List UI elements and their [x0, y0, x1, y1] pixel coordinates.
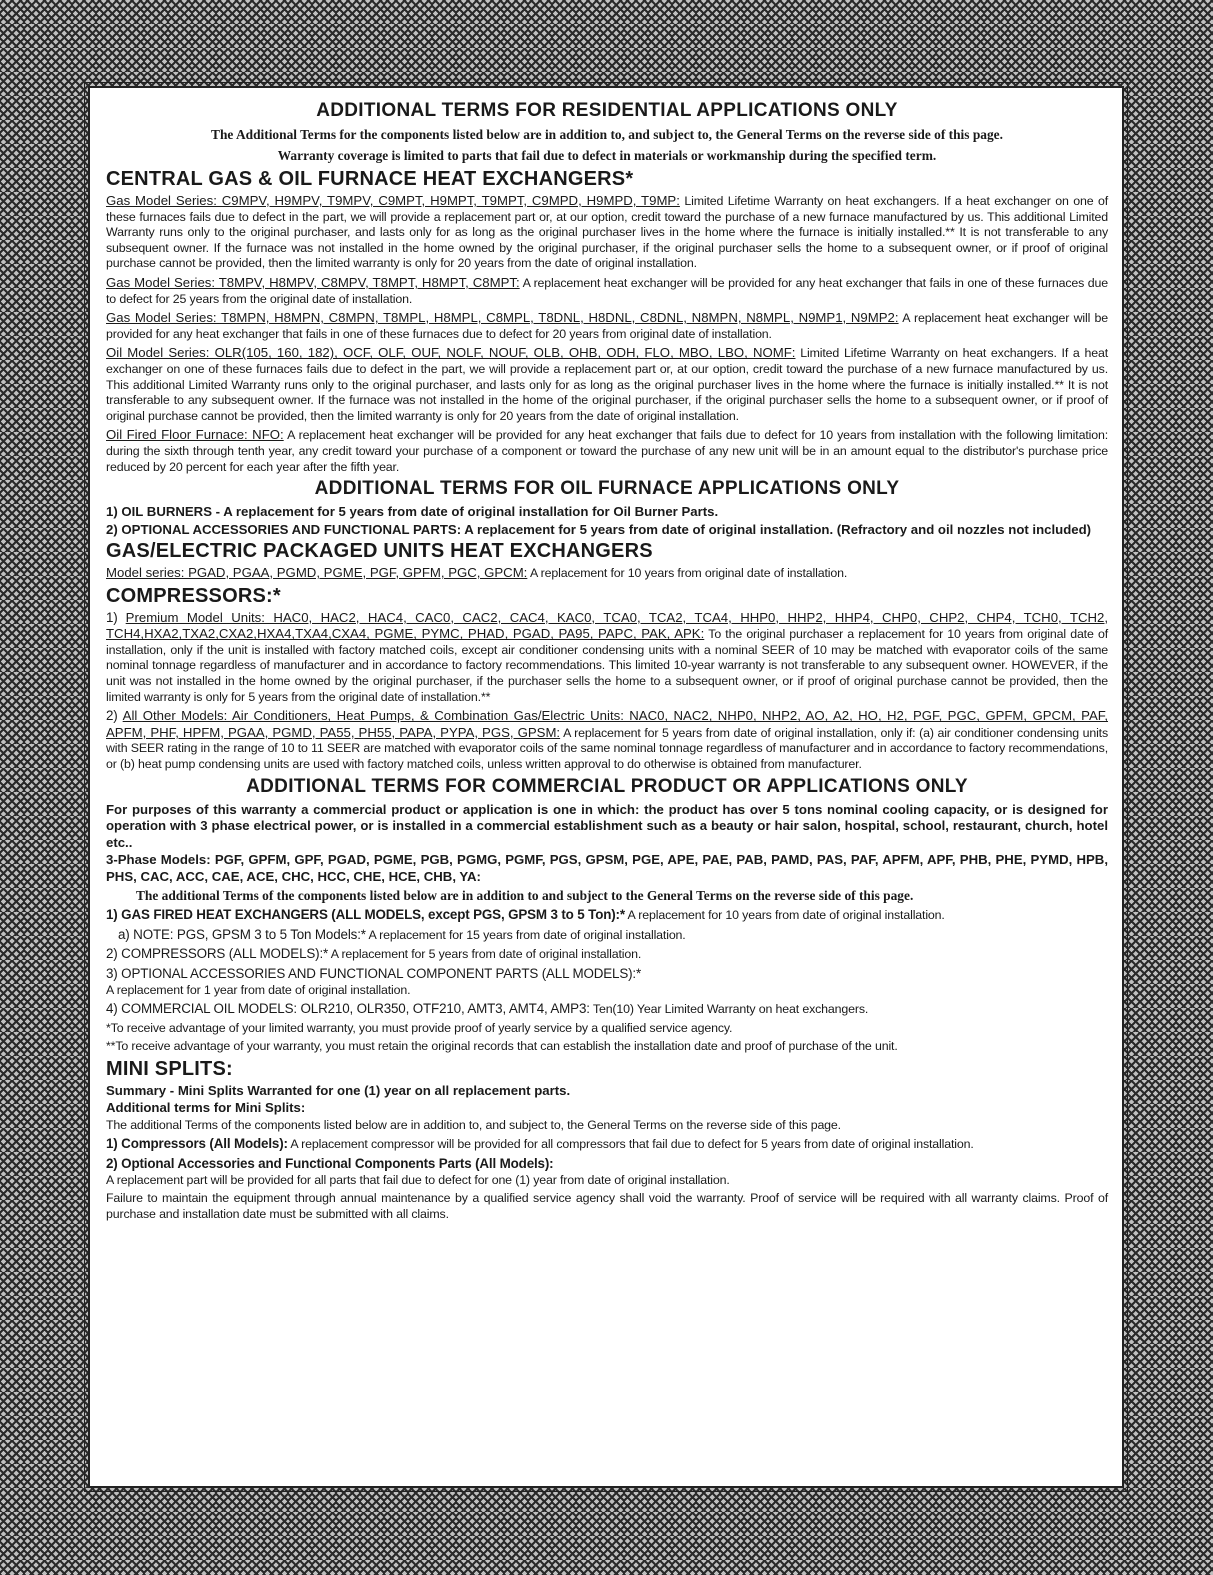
commercial-item-3 — [106, 966, 1108, 998]
furnace-paragraph-2 — [106, 275, 1108, 307]
model-series-label: Premium Model Units: HAC0, HAC2, HAC4, CAC0, CAC2, CAC4, KAC0, TCA0, TCA2, TCA4, HHP0, HHP2, HHP4, CHP0, CHP2, CHP4, TCH0, TCH2, TCH4,HXA2,TXA2,CXA2,HXA4,TXA4,CXA4, PGME, PYMC, PHAD, PGAD, PA95, PAPC, PAK, APK: — [106, 609, 1108, 642]
item-text: A replacement for 10 years from date of original installation. — [627, 908, 945, 923]
commercial-item-4 — [106, 1001, 1108, 1018]
item-label: 1) GAS FIRED HEAT EXCHANGERS (ALL MODELS, except PGS, GPSM 3 to 5 Ton):* — [106, 907, 625, 923]
paragraph-text: A replacement heat exchanger will be provided for any heat exchanger that fails in one of these furnaces due to defect for 25 years from the original date of installation. — [106, 275, 1108, 306]
mini-splits-heading: MINI SPLITS: — [106, 1057, 233, 1080]
furnace-paragraph-5 — [106, 427, 1108, 475]
oil-item-1: 1) OIL BURNERS - A replacement for 5 years from date of original installation for Oil Burner Parts. — [106, 504, 719, 520]
model-series-label: Gas Model Series: C9MPV, H9MPV, T9MPV, C9MPT, H9MPT, T9MPT, C9MPD, H9MPD, T9MP: — [106, 193, 680, 208]
paragraph-text: A replacement heat exchanger will be provided for any heat exchanger that fails due to defect for 10 years from installation with the following limitation: during the sixth through tenth year, any credit toward your purchase of a component or toward the purchase of any new unit will be in an amount equal to the distributor's purchase price reduced by 20 percent for each year after the fifth year. — [106, 428, 1108, 474]
mini-splits-additional-terms: Additional terms for Mini Splits: — [106, 1100, 306, 1116]
mini-item-2 — [106, 1156, 1108, 1188]
compressor-paragraph-1 — [106, 610, 1108, 706]
item-label: 3) OPTIONAL ACCESSORIES AND FUNCTIONAL COMPONENT PARTS (ALL MODELS):* — [106, 965, 642, 981]
paragraph-text: A replacement for 10 years from original date of installation. — [529, 566, 848, 581]
item-text: Ten(10) Year Limited Warranty on heat exchangers. — [592, 1002, 869, 1017]
model-series-label: Oil Model Series: OLR(105, 160, 182), OCF, OLF, OUF, NOLF, NOUF, OLB, OHB, ODH, FLO, MBO, LBO, NOMF: — [106, 345, 796, 361]
model-series-label: Gas Model Series: T8MPN, H8MPN, C8MPN, T8MPL, H8MPL, C8MPL, T8DNL, H8DNL, C8DNL, N8MPN, N8MPL, N9MP1, N9MP2: — [106, 310, 899, 326]
mini-closing: Failure to maintain the equipment through annual maintenance by a qualified service agency shall void the warranty. Proof of service will be required with all warranty claims. Proof of purchase and installation date must be submitted with all claims. — [106, 1191, 1108, 1221]
commercial-title: ADDITIONAL TERMS FOR COMMERCIAL PRODUCT OR APPLICATIONS ONLY — [246, 775, 968, 797]
item-number: 1) — [106, 609, 118, 625]
footnote-2: **To receive advantage of your warranty, you must retain the original records that can establish the installation date and proof of purchase of the unit. — [106, 1039, 898, 1054]
residential-intro-2: Warranty coverage is limited to parts that fail due to defect in materials or workmanship during the specified term. — [277, 148, 937, 163]
item-label: a) NOTE: PGS, GPSM 3 to 5 Ton Models:* — [118, 926, 366, 942]
paragraph-text: To the original purchaser a replacement for 10 years from original date of installation, only if the unit is installed with factory matched coils, except air conditioner condensing units with a nominal SEER of 10 may be matched with evaporator coils of the same nominal tonnage regardless of manufacturer and in accordance to factory recommendations. This limited 10-year warranty is not transferable to any subsequent owner. HOWEVER, if the unit was not installed in the home owned by the original purchaser, if the purchaser sells the home to a subsequent owner, or if proof of original purchase cannot be provided, then the limited warranty is only for 5 years from the original date of installation.** — [106, 627, 1108, 704]
item-number: 2) — [106, 708, 118, 724]
model-series-label: Gas Model Series: T8MPV, H8MPV, C8MPV, T8MPT, H8MPT, C8MPT: — [106, 274, 520, 290]
commercial-item-1a — [106, 927, 1108, 944]
furnace-paragraph-4 — [106, 345, 1108, 424]
paragraph-text: A replacement heat exchanger will be provided for any heat exchanger that fails in one of these furnaces due to defect for 20 years from original date of installation. — [106, 311, 1109, 341]
mini-item-1 — [106, 1136, 1108, 1153]
paragraph-text: A replacement for 5 years from date of original installation, only if: (a) air conditioner condensing units with SEER rating in the range of 10 to 11 SEER are matched with evaporator coils of the same nominal tonnage regardless of manufacturer and in accordance to factory recommendations, or (b) heat pump condensing units are used with factory matched coils, unless written approval to do otherwise is obtained from manufacturer. — [106, 725, 1109, 772]
furnace-paragraph-1 — [106, 193, 1108, 272]
compressors-heading: COMPRESSORS:* — [106, 584, 281, 607]
oil-item-2: 2) OPTIONAL ACCESSORIES AND FUNCTIONAL PARTS: A replacement for 5 years from date of original installation. (Refractory and oil nozzles not included) — [106, 521, 1092, 537]
paragraph-text: Limited Lifetime Warranty on heat exchangers. If a heat exchanger on one of these furnaces fails due to defect in the part, we will provide a replacement part or, at our option, credit toward the purchase of a new furnace manufactured by us. This additional Limited Warranty runs only to the original purchaser, and lasts only for as long as the original purchaser lives in the home where the furnace is initially installed.** It is not transferable to any subsequent owner. If the furnace was not installed in the home owned by the original purchaser, if the original purchaser sells the home to a subsequent owner, or if proof of original purchase cannot be provided, then the limited warranty is only for 20 years from the date of original installation. — [106, 194, 1108, 271]
item-label: 4) COMMERCIAL OIL MODELS: OLR210, OLR350, OTF210, AMT3, AMT4, AMP3: — [106, 1001, 590, 1017]
item-label: 2) Optional Accessories and Functional Components Parts (All Models): — [106, 1156, 554, 1172]
three-phase-models: 3-Phase Models: PGF, GPFM, GPF, PGAD, PGME, PGB, PGMG, PGMF, PGS, GPSM, PGE, APE, PAE, PAB, PAMD, PAS, PAF, APFM, APF, PHB, PHE, PYMD, HPB, PHS, CAC, ACC, CAE, ACE, CHC, HCC, CHE, HCE, CHB, YA: — [106, 852, 1108, 884]
furnace-heading: CENTRAL GAS & OIL FURNACE HEAT EXCHANGERS* — [106, 168, 634, 190]
footnote-1: *To receive advantage of your limited warranty, you must provide proof of yearly service by a qualified service agency. — [106, 1020, 733, 1035]
model-series-label: Oil Fired Floor Furnace: NFO: — [106, 427, 284, 443]
commercial-intro: The additional Terms of the components listed below are in addition to and subject to the General Terms on the reverse side of this page. — [136, 888, 914, 904]
item-text: A replacement part will be provided for all parts that fail due to defect for one (1) year from date of original installation. — [106, 1172, 730, 1187]
commercial-purpose: For purposes of this warranty a commercial product or application is one in which: the product has over 5 tons nominal cooling capacity, or is designed for operation with 3 phase electrical power, or is installed in a commercial establishment such as a beauty or hair salon, hospital, school, restaurant, church, hotel etc.. — [106, 801, 1108, 850]
item-text: A replacement for 5 years from date of original installation. — [330, 947, 642, 962]
mini-splits-intro: The additional Terms of the components listed below are in addition to, and subject to, the General Terms on the reverse side of this page. — [106, 1117, 841, 1132]
commercial-item-1 — [106, 907, 1108, 924]
packaged-heading: GAS/ELECTRIC PACKAGED UNITS HEAT EXCHANGERS — [106, 540, 653, 563]
commercial-item-2 — [106, 946, 1108, 963]
mini-splits-summary: Summary - Mini Splits Warranted for one (1) year on all replacement parts. — [106, 1082, 571, 1098]
warranty-panel — [88, 86, 1124, 1488]
model-series-label: All Other Models: Air Conditioners, Heat Pumps, & Combination Gas/Electric Units: NAC0, NAC2, NHP0, NHP2, AO, A2, HO, H2, PGF, PGC, GPFM, GPCM, PAF, APFM, PHF, HPFM, PGAA, PGMD, PA55, PH55, PAPA, PYPA, PGS, GPSM: — [106, 708, 1109, 740]
oil-title: ADDITIONAL TERMS FOR OIL FURNACE APPLICATIONS ONLY — [314, 478, 900, 500]
item-label: 2) COMPRESSORS (ALL MODELS):* — [106, 946, 329, 962]
residential-intro-1: The Additional Terms for the components listed below are in addition to, and subject to, the General Terms on the reverse side of this page. — [211, 127, 1003, 142]
item-label: 1) Compressors (All Models): — [106, 1136, 288, 1152]
item-text: A replacement for 15 years from date of original installation. — [368, 927, 686, 942]
packaged-paragraph — [106, 565, 1108, 582]
model-series-label: Model series: PGAD, PGAA, PGMD, PGME, PGF, GPFM, PGC, GPCM: — [106, 565, 528, 581]
paragraph-text: Limited Lifetime Warranty on heat exchangers. If a heat exchanger on one of these furnaces fails due to defect in the part, we will provide a replacement part or, at our option, credit toward the purchase of a new furnace manufactured by us. This additional Limited Warranty runs only to the original purchaser, and lasts only for as long as the original purchaser lives in the home where the furnace is initially installed.** It is not transferable to any subsequent owner. If the furnace was not installed in the home of the original purchaser, if the original purchaser sells the home to a subsequent owner, or if proof of original purchase cannot be provided, then the limited warranty is only for 20 years from the date of original installation. — [106, 346, 1108, 423]
furnace-paragraph-3 — [106, 310, 1108, 342]
residential-title: ADDITIONAL TERMS FOR RESIDENTIAL APPLICATIONS ONLY — [316, 100, 898, 121]
item-text: A replacement compressor will be provided for all compressors that fail due to defect for 5 years from date of original installation. — [290, 1137, 974, 1152]
item-text: A replacement for 1 year from date of original installation. — [106, 982, 411, 997]
compressor-paragraph-2 — [106, 708, 1108, 772]
